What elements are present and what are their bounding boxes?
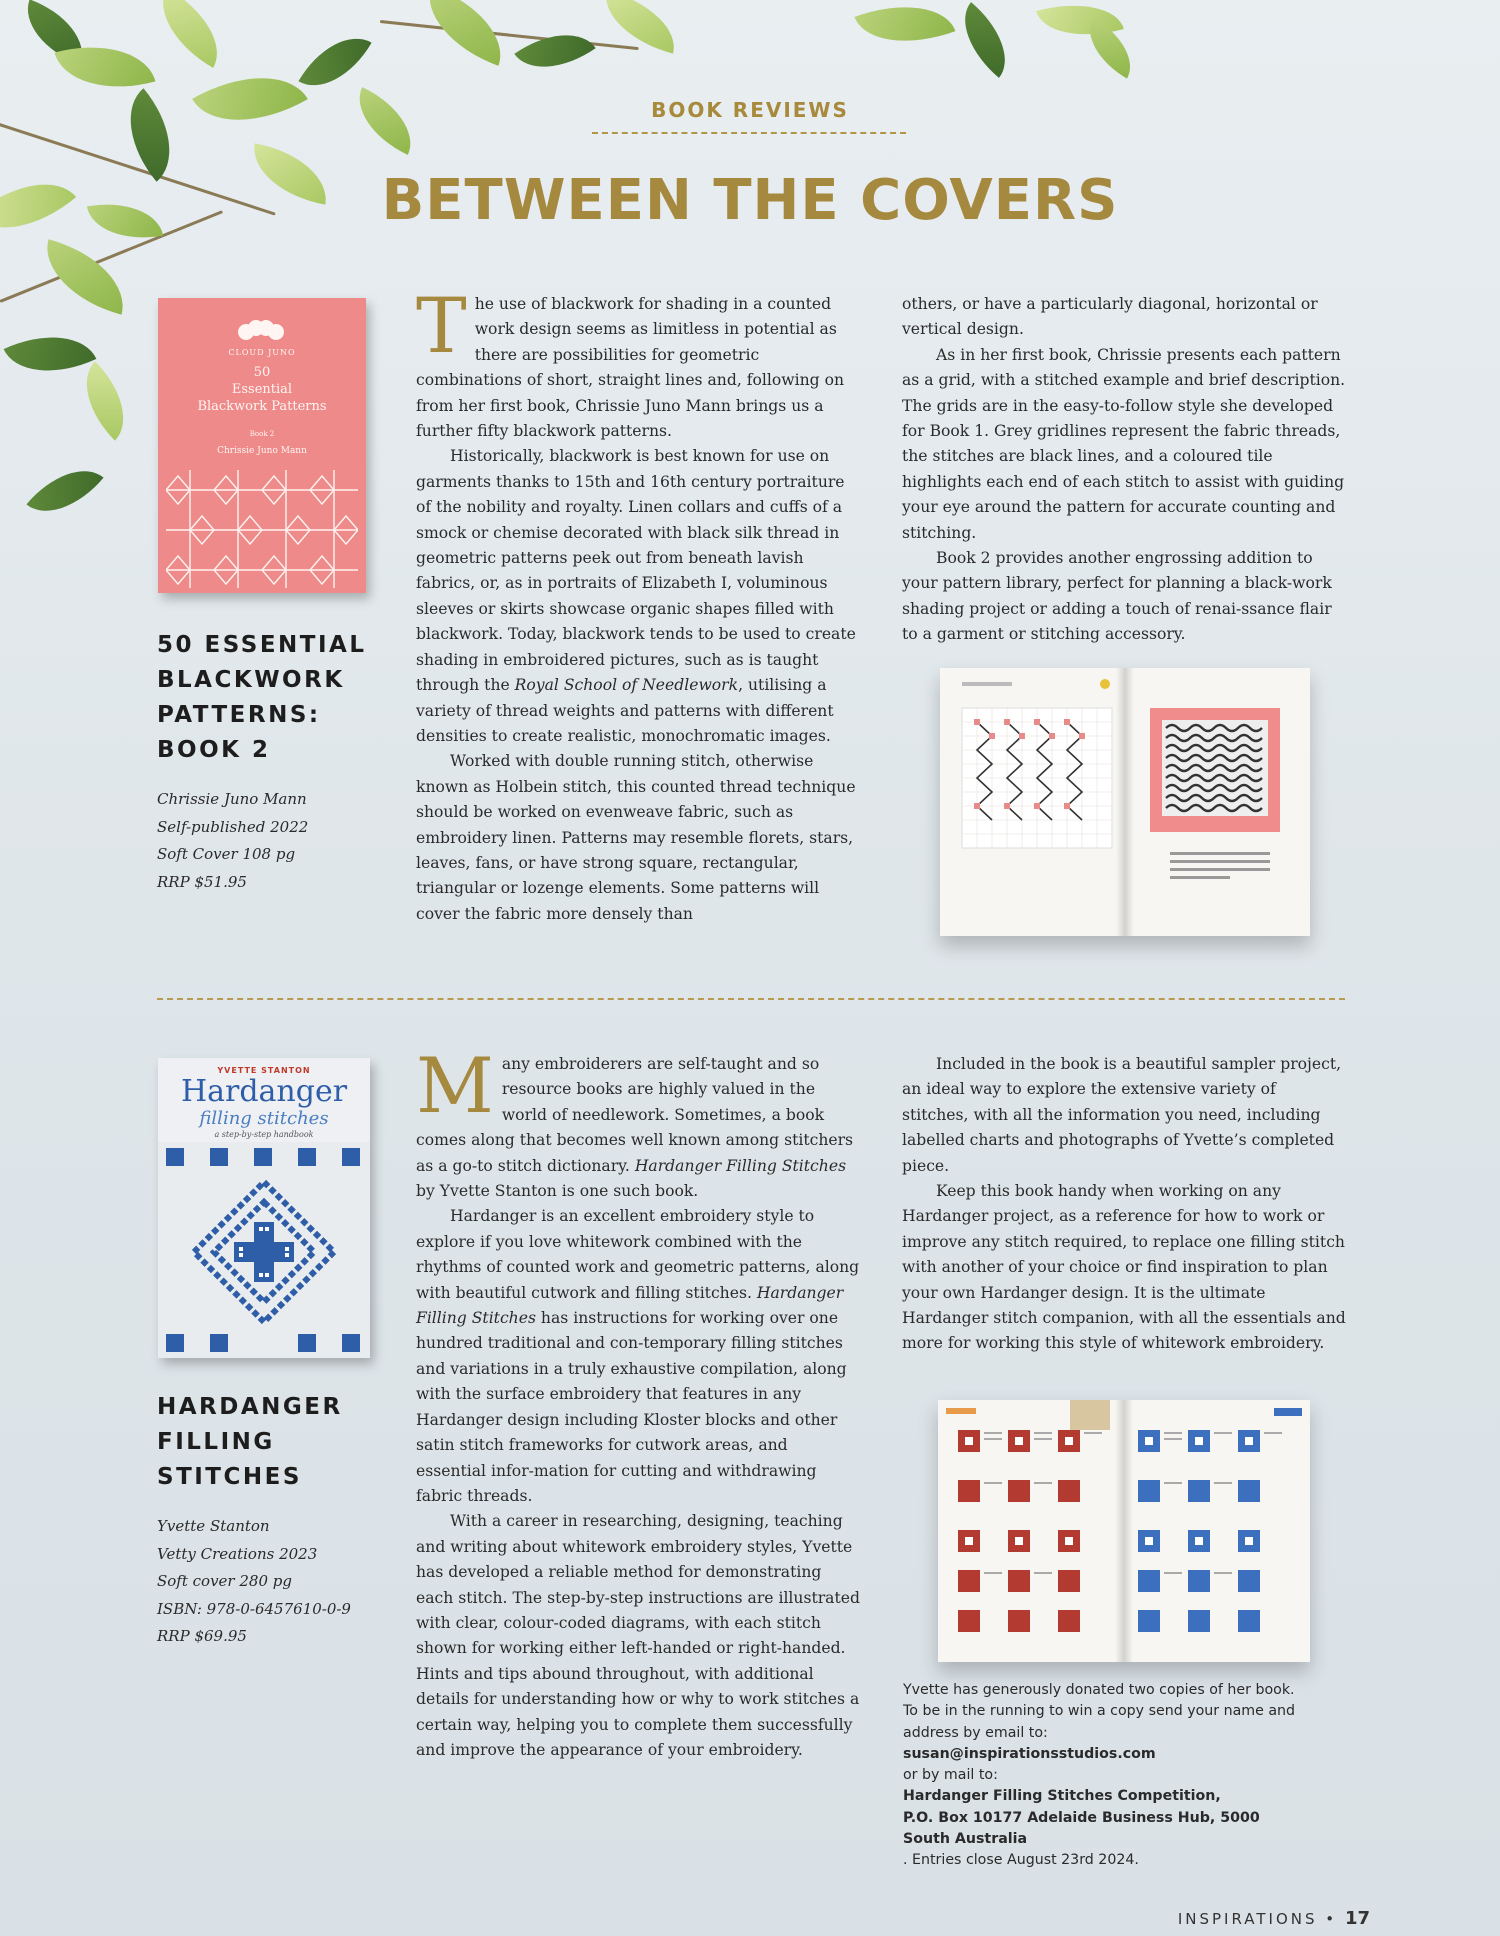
review1-paragraph-5: Book 2 provides another engrossing addition to your pattern library, perfect for planning a black-work shading project or adding a touch of renai-ssance flair to a garment or stitching accessory. xyxy=(902,549,1332,644)
cover-title-2: filling stitches xyxy=(199,1108,329,1129)
dropcap: T xyxy=(416,281,467,370)
section-label: BOOK REVIEWS xyxy=(651,98,849,122)
competition-caption: Yvette has generously donated two copies of her book. To be in the running to win a copy send your name and address by email to: susan@inspirationsstudios.com or by mail to: Hardanger Filling Stitches Competition, P.O. Box 10177 Adelaide Business Hub, 5000 South Australia . Entries close August 23rd 2024. xyxy=(903,1682,1296,1869)
review2-paragraph-2: Hardanger is an excellent embroidery style to explore if you love whitework combined with the rhythms of counted work and geometric patterns, along with beautiful cutwork and filling stitches. Hardanger Filling Stitches has instructions for working over one hundred traditional and con-temporary filling stitches and variations in a truly exhaustive compilation, along with the surface embroidery that features in any Hardanger design including Kloster blocks and other satin stitch frameworks for cutwork areas, and essential infor-mation for cutting and withdrawing fabric threads. xyxy=(416,1207,860,1505)
magazine-name: INSPIRATIONS xyxy=(1177,1910,1318,1928)
review1-column1 xyxy=(416,281,860,927)
page-folio xyxy=(1178,1908,1370,1929)
cover-author: Chrissie Juno Mann xyxy=(217,446,307,456)
review1-paragraph-2: Historically, blackwork is best known for use on garments thanks to 15th and 16th century portraiture of the nobility and royalty. Linen collars and cuffs of a smock or chemise decorated with black silk thread in geometric patterns peek out from beneath lavish fabrics, or, as in portraits of Elizabeth I, voluminous sleeves or skirts showcase organic shapes filled with blackwork. Today, blackwork tends to be used to create shading in embroidered pictures, such as is taught through the Royal School of Needlework, utilising a variety of thread weights and patterns with different densities to create realistic, monochromatic images. xyxy=(416,447,856,745)
hardanger-pattern-graphic xyxy=(158,1142,370,1358)
cover-tagline: a step-by-step handbook xyxy=(214,1130,314,1139)
section-rule xyxy=(592,132,906,134)
review2-column2 xyxy=(902,1052,1346,1357)
cloud-logo-icon xyxy=(236,320,288,344)
blackwork-book-spread-image xyxy=(940,668,1310,936)
cover-title: Hardanger xyxy=(180,1074,348,1109)
book-cover-blackwork xyxy=(158,298,366,593)
review1-paragraph-4: As in her first book, Chrissie presents each pattern as a grid, with a stitched example and brief description. The grids are in the easy-to-follow style she developed for Book 1. Grey gridlines represent the fabric threads, the stitches are black lines, and a coloured tile highlights each end of each stitch to assist with guiding your eye around the pattern for accurate counting and stitching. xyxy=(902,345,1346,542)
book-title-blackwork: 50 ESSENTIAL BLACKWORK PATTERNS: BOOK 2 xyxy=(157,632,367,763)
review1-paragraph-3-cont: others, or have a particularly diagonal, horizontal or vertical design. xyxy=(902,295,1318,339)
folio-separator: • xyxy=(1325,1910,1338,1928)
review2-paragraph-1: Many embroiderers are self-taught and so resource books are highly valued in the world of needlework. Sometimes, a book comes along that becomes well known among stitchers as a go-to stitch dictionary. Hardanger Filling Stitches by Yvette Stanton is one such book. xyxy=(416,1041,854,1201)
book-meta-blackwork: Chrissie Juno Mann Self-published 2022 Soft Cover 108 pg RRP $51.95 xyxy=(157,790,309,891)
page-number: 17 xyxy=(1344,1908,1370,1929)
book-cover-hardanger xyxy=(158,1058,370,1358)
cover-author: YVETTE STANTON xyxy=(217,1066,311,1075)
review1-paragraph-1: The use of blackwork for shading in a counted work design seems as limitless in potential as there are possibilities for geometric combinations of short, straight lines and, following on from her first book, Chrissie Juno Mann brings us a further fifty blackwork patterns. xyxy=(416,281,845,441)
page-title: BETWEEN THE COVERS xyxy=(381,168,1119,233)
book-title-hardanger: HARDANGER FILLING STITCHES xyxy=(157,1394,343,1490)
dropcap: M xyxy=(416,1041,494,1130)
blackwork-pattern-graphic xyxy=(166,470,358,588)
competition-email[interactable]: susan@inspirationsstudios.com xyxy=(903,1745,1156,1762)
review2-paragraph-3: With a career in researching, designing, teaching and writing about whitework embroidery styles, Yvette has developed a reliable method for demonstrating each stitch. The step-by-step instructions are illustrated with clear, colour-coded diagrams, with each stitch shown for working either left-handed or right-handed. Hints and tips abound throughout, with additional details for understanding how or why to work stitches a certain way, helping you to complete them successfully and improve the appearance of your embroidery. xyxy=(416,1512,860,1759)
hardanger-book-spread-image xyxy=(938,1400,1310,1662)
cover-subtitle: Book 2 xyxy=(249,430,275,438)
cover-publisher: CLOUD JUNO xyxy=(228,348,296,357)
review2-column1 xyxy=(416,1041,860,1763)
review2-paragraph-5: Keep this book handy when working on any Hardanger project, as a reference for how to work or improve any stitch required, to replace one filling stitch with another of your choice or find inspiration to plan your own Hardanger design. It is the ultimate Hardanger stitch companion, with all the essentials and more for working this style of whitework embroidery. xyxy=(902,1182,1346,1353)
review2-paragraph-4: Included in the book is a beautiful sampler project, an ideal way to explore the extensive variety of stitches, with all the information you need, including labelled charts and photographs of Yvette’s completed piece. xyxy=(902,1055,1342,1175)
section-divider xyxy=(157,998,1345,1000)
book-meta-hardanger: Yvette Stanton Vetty Creations 2023 Soft cover 280 pg ISBN: 978-0-6457610-0-9 RRP $69.95 xyxy=(157,1517,351,1645)
review1-paragraph-3: Worked with double running stitch, otherwise known as Holbein stitch, this counted thread technique should be worked on evenweave fabric, such as embroidery linen. Patterns may resemble florets, stars, leaves, fans, or have strong square, rectangular, triangular or lozenge elements. Some patterns will cover the fabric more densely than xyxy=(416,752,856,923)
cover-title: 50 Essential Blackwork Patterns xyxy=(197,365,327,414)
review1-column2 xyxy=(902,292,1346,648)
